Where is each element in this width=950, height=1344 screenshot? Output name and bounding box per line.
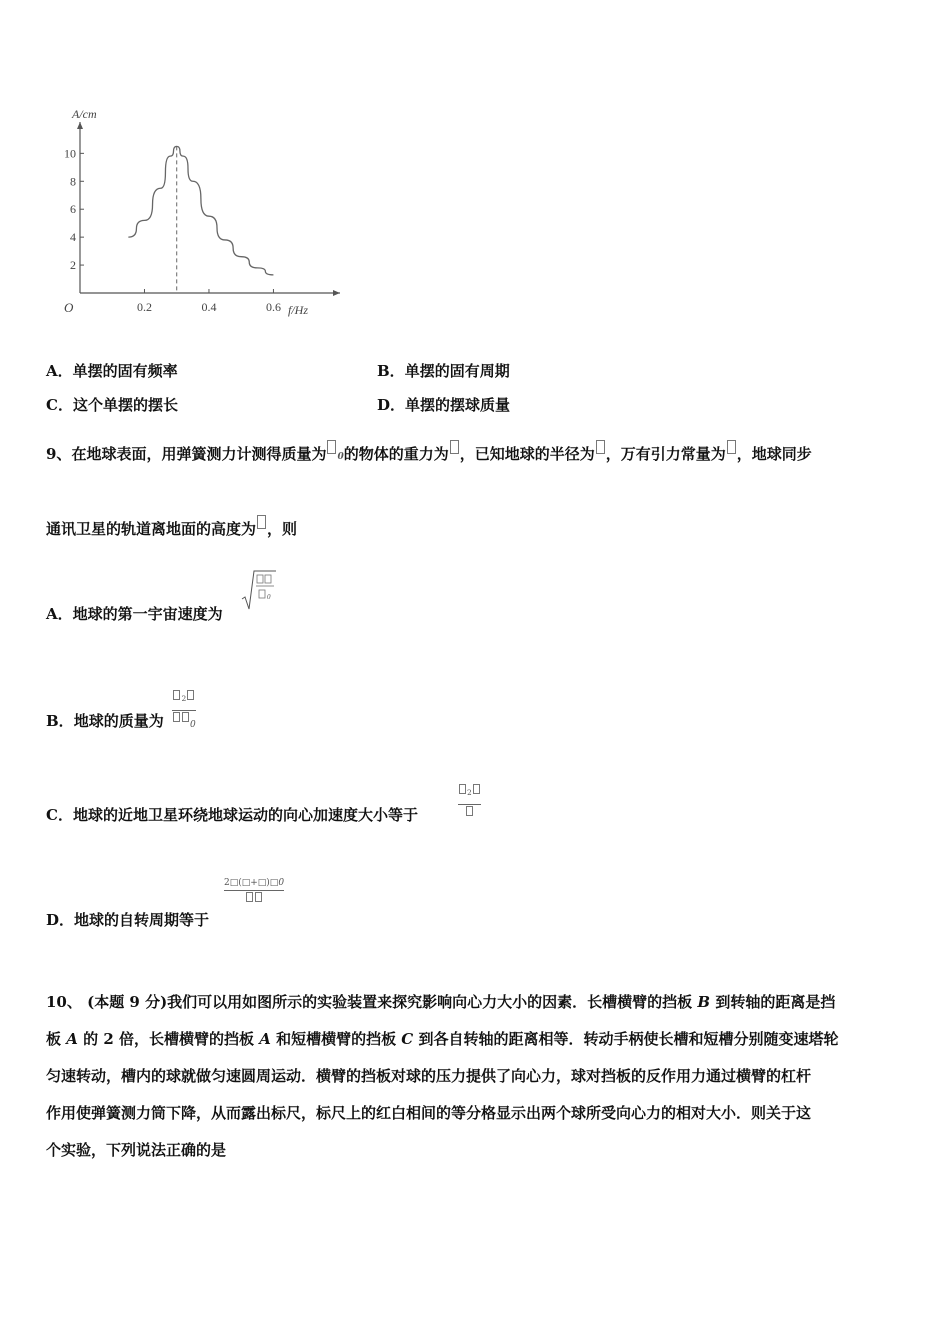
option-text: 地球的近地卫星环绕地球运动的向心加速度大小等于 bbox=[72, 806, 418, 824]
q9-option-d bbox=[46, 909, 209, 930]
formula-placeholder bbox=[246, 892, 253, 902]
q8-option-d bbox=[377, 394, 510, 415]
formula-placeholder bbox=[173, 712, 180, 722]
stem-text: 在地球表面，用弹簧测力计测得质量为 bbox=[71, 445, 327, 463]
option-text: 地球的质量为 bbox=[73, 712, 164, 730]
text-run: 板 bbox=[46, 1030, 67, 1048]
q9-option-b bbox=[46, 710, 164, 731]
y-tick-label: 8 bbox=[70, 174, 76, 189]
formula-placeholder bbox=[459, 784, 466, 794]
paragraph-line bbox=[46, 1132, 906, 1169]
x-tick-label: 0.2 bbox=[136, 300, 152, 314]
y-tick-label: 10 bbox=[64, 146, 76, 161]
option-text: 地球的自转周期等于 bbox=[74, 911, 210, 929]
q8-option-a bbox=[46, 360, 178, 381]
stem-text: ，地球同步 bbox=[736, 445, 812, 463]
origin-label: O bbox=[64, 300, 74, 315]
stem-text: 通讯卫星的轨道离地面的高度为 bbox=[46, 520, 257, 538]
paragraph-line bbox=[46, 1058, 906, 1095]
text-run: 个实验，下列说法正确的是 bbox=[46, 1141, 227, 1159]
superscript: 2 bbox=[467, 788, 472, 797]
option-letter: A． bbox=[46, 362, 73, 380]
text-run: 作用使弹簧测力筒下降，从而露出标尺，标尺上的红白相间的等分格显示出两个球所受向心力的相对大小．则关于这 bbox=[46, 1104, 812, 1122]
q10-paragraph bbox=[46, 984, 906, 1169]
text-run: 10、 (本题 9 分)我们可以用如图所示的实验装置来探究影响向心力大小的因素．长槽横臂的挡板 bbox=[46, 993, 698, 1011]
text-run: 的 2 倍，长槽横臂的挡板 bbox=[77, 1030, 260, 1048]
resonance-curve bbox=[128, 146, 273, 274]
q8-option-b bbox=[377, 360, 510, 381]
paragraph-line bbox=[46, 1021, 906, 1058]
formula-placeholder bbox=[450, 440, 459, 454]
x-tick-label: 0.6 bbox=[265, 300, 281, 314]
option-text: 这个单摆的摆长 bbox=[72, 396, 178, 414]
variable-letter: A bbox=[66, 1030, 78, 1048]
formula-placeholder bbox=[473, 784, 480, 794]
option-label: B． bbox=[46, 712, 74, 730]
mass-fraction-formula bbox=[172, 690, 196, 731]
subscript: 0 bbox=[190, 720, 196, 730]
option-text: 单摆的固有频率 bbox=[72, 362, 178, 380]
subscript: 0 bbox=[267, 593, 271, 601]
formula-placeholder bbox=[327, 440, 336, 454]
formula-text: 2□(□+□)□ bbox=[224, 878, 279, 888]
sqrt-fraction-formula bbox=[240, 565, 280, 615]
variable-letter: B bbox=[697, 993, 711, 1011]
q9-option-c bbox=[46, 804, 418, 825]
y-tick-label: 4 bbox=[70, 230, 76, 245]
option-letter: D． bbox=[377, 396, 406, 414]
formula-placeholder bbox=[173, 690, 180, 700]
formula-placeholder bbox=[727, 440, 736, 454]
superscript: 2 bbox=[181, 694, 187, 703]
subscript: 0 bbox=[278, 878, 285, 888]
option-letter: C． bbox=[46, 396, 73, 414]
option-text: 地球的第一宇宙速度为 bbox=[72, 605, 223, 623]
variable-letter: A bbox=[259, 1030, 271, 1048]
text-run: 匀速转动，槽内的球就做匀速圆周运动．横臂的挡板对球的压力提供了向心力，球对挡板的反作用力通过横臂的杠杆 bbox=[46, 1067, 812, 1085]
option-label: A． bbox=[46, 605, 73, 623]
y-tick-label: 6 bbox=[70, 202, 76, 217]
q9-stem-line2 bbox=[46, 515, 297, 539]
text-run: 到转轴的距离是挡 bbox=[710, 993, 836, 1011]
text-run: 和短槽横臂的挡板 bbox=[270, 1030, 402, 1048]
formula-placeholder bbox=[255, 892, 262, 902]
stem-text: ，万有引力常量为 bbox=[605, 445, 726, 463]
text-run: 到各自转轴的距离相等．转动手柄使长槽和短槽分别随变速塔轮 bbox=[413, 1030, 839, 1048]
q9-option-a bbox=[46, 603, 223, 624]
acceleration-fraction-formula bbox=[458, 784, 481, 825]
x-axis-arrow bbox=[333, 290, 340, 296]
y-tick-label: 2 bbox=[70, 258, 76, 273]
option-text: 单摆的固有周期 bbox=[404, 362, 510, 380]
x-axis-label: f/Hz bbox=[288, 303, 309, 317]
y-axis-label: A/cm bbox=[72, 107, 97, 121]
resonance-graph bbox=[50, 100, 350, 330]
subscript: 0 bbox=[337, 452, 344, 462]
option-label: D． bbox=[46, 911, 75, 929]
formula-placeholder bbox=[466, 806, 473, 816]
formula-placeholder bbox=[257, 515, 266, 529]
option-letter: B． bbox=[377, 362, 405, 380]
x-tick-label: 0.4 bbox=[201, 300, 217, 314]
paragraph-line bbox=[46, 984, 906, 1021]
formula-placeholder bbox=[182, 712, 189, 722]
question-number: 9、 bbox=[46, 445, 72, 463]
option-text: 单摆的摆球质量 bbox=[405, 396, 511, 414]
stem-text: ，已知地球的半径为 bbox=[459, 445, 595, 463]
paragraph-line bbox=[46, 1095, 906, 1132]
stem-text: 的物体的重力为 bbox=[343, 445, 449, 463]
stem-text: ，则 bbox=[267, 520, 298, 538]
period-fraction-formula bbox=[224, 878, 284, 911]
variable-letter: C bbox=[401, 1030, 414, 1048]
formula-placeholder bbox=[596, 440, 605, 454]
q8-option-c bbox=[46, 394, 178, 415]
q9-stem-line1 bbox=[46, 440, 812, 464]
formula-placeholder bbox=[187, 690, 194, 700]
option-label: C． bbox=[46, 806, 73, 824]
y-axis-arrow bbox=[77, 122, 83, 129]
